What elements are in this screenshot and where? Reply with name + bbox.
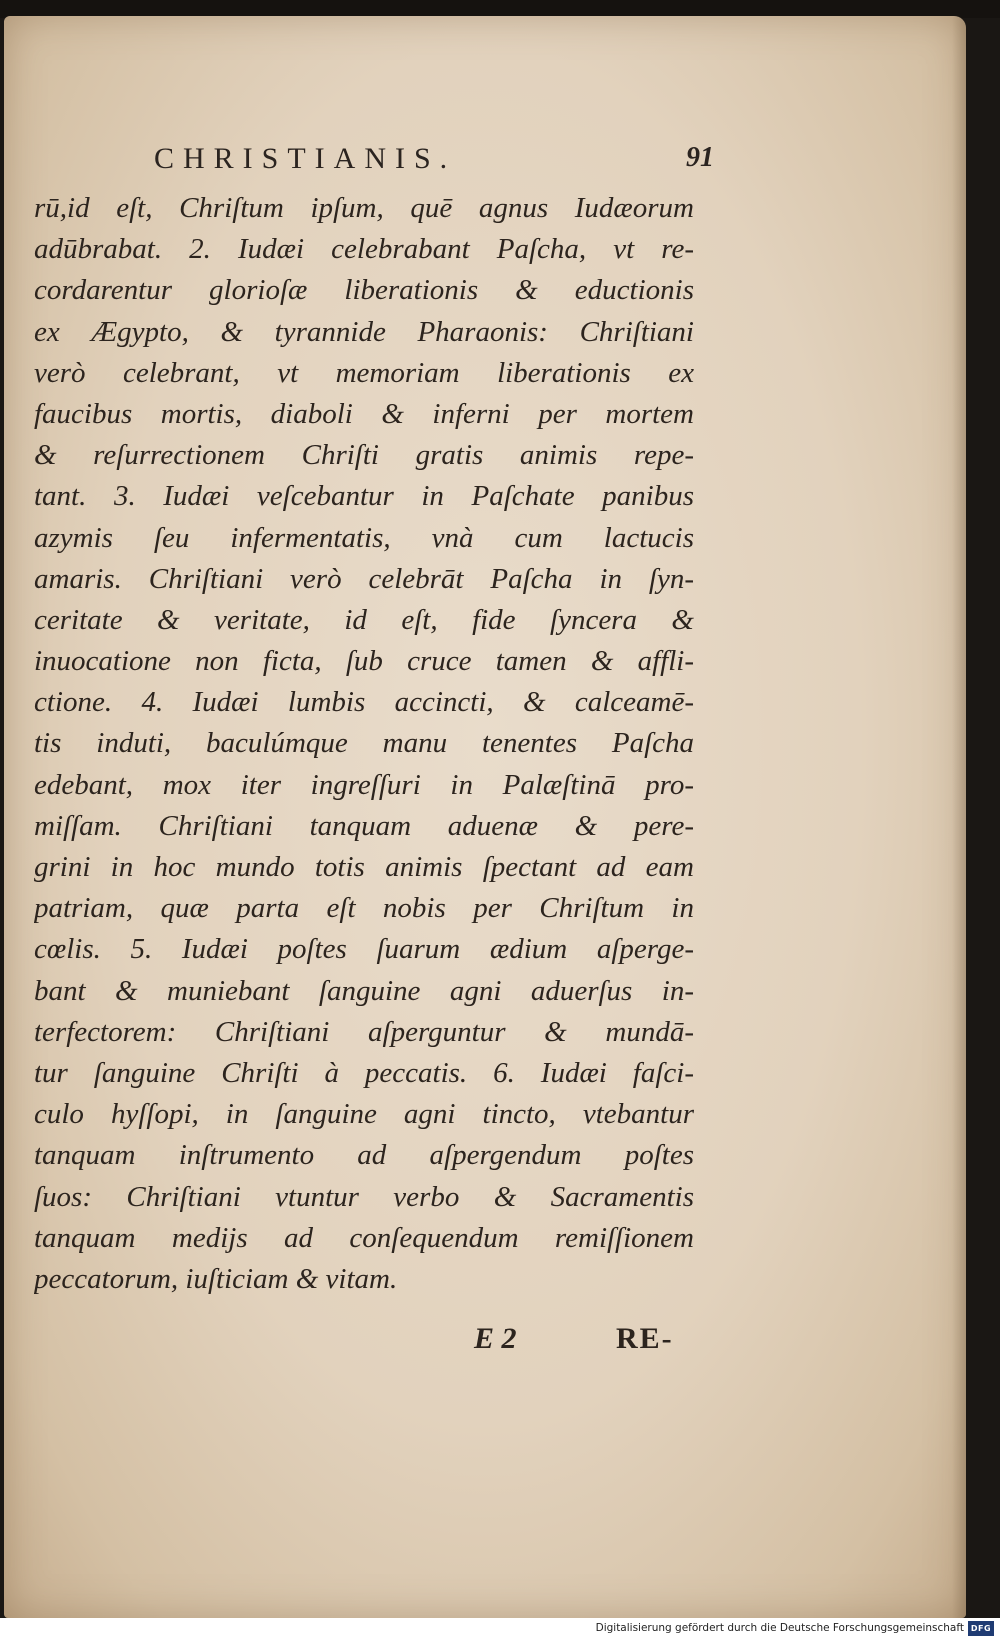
text-line: amaris. Chriſtiani verò celebrāt Paſcha in ſyn- xyxy=(34,562,694,595)
text-line: bant & muniebant ſanguine agni aduerſus in- xyxy=(34,974,694,1007)
funding-credit: Digitalisierung gefördert durch die Deutsche Forschungsgemeinschaft xyxy=(595,1622,964,1634)
text-line: tis induti, baculúmque manu tenentes Paſcha xyxy=(34,727,694,760)
text-line: ſuos: Chriſtiani vtuntur verbo & Sacramentis xyxy=(34,1180,694,1213)
text-line: faucibus mortis, diaboli & inferni per mortem xyxy=(34,397,694,430)
text-line: adūbrabat. 2. Iudæi celebrabant Paſcha, vt re- xyxy=(34,233,694,266)
text-line: tant. 3. Iudæi veſcebantur in Paſchate panibus xyxy=(34,480,694,513)
text-line: edebant, mox iter ingreſſuri in Palæſtinā pro- xyxy=(34,768,694,801)
text-line: peccatorum, iuſticiam & vitam. xyxy=(34,1262,398,1295)
page-number: 91 xyxy=(686,142,714,173)
text-line: verò celebrant, vt memoriam liberationis ex xyxy=(34,356,694,389)
book-page xyxy=(4,16,966,1618)
signature-mark: E 2 xyxy=(474,1322,517,1355)
running-title: CHRISTIANIS. xyxy=(154,142,457,175)
running-head xyxy=(154,142,714,188)
catchword: RE- xyxy=(616,1322,674,1355)
text-line: cordarentur glorioſæ liberationis & eductionis xyxy=(34,274,694,307)
text-line: tanquam medijs ad conſequendum remiſſionem xyxy=(34,1221,694,1254)
body-text xyxy=(34,188,694,1300)
text-line: ex Ægypto, & tyrannide Pharaonis: Chriſtiani xyxy=(34,315,694,348)
text-line: azymis ſeu infermentatis, vnà cum lactucis xyxy=(34,521,694,554)
text-line: grini in hoc mundo totis animis ſpectant ad eam xyxy=(34,851,694,883)
text-line: tanquam inſtrumento ad aſpergendum poſtes xyxy=(34,1139,694,1172)
page-edge-shadow xyxy=(952,16,966,1618)
text-line: culo hyſſopi, in ſanguine agni tincto, vtebantur xyxy=(34,1098,694,1131)
text-line: tur ſanguine Chriſti à peccatis. 6. Iudæi faſci- xyxy=(34,1056,694,1089)
text-line: miſſam. Chriſtiani tanquam aduenæ & pere- xyxy=(34,809,694,842)
text-line: cœlis. 5. Iudæi poſtes ſuarum ædium aſperge- xyxy=(34,933,694,966)
text-line: terfectorem: Chriſtiani aſperguntur & mundā- xyxy=(34,1015,694,1048)
text-line: ceritate & veritate, id eſt, fide ſyncera & xyxy=(34,603,694,636)
text-line: ctione. 4. Iudæi lumbis accincti, & calceamē- xyxy=(34,686,694,719)
dfg-logo-icon: DFG xyxy=(968,1621,994,1636)
text-line: & reſurrectionem Chriſti gratis animis repe- xyxy=(34,439,694,472)
text-line: rū,id eſt, Chriſtum ipſum, quē agnus Iudæorum xyxy=(34,192,694,224)
text-line: patriam, quæ parta eſt nobis per Chriſtum in xyxy=(34,892,694,925)
footer-strip xyxy=(0,1618,1000,1641)
text-line: inuocatione non ficta, ſub cruce tamen & affli- xyxy=(34,645,694,678)
